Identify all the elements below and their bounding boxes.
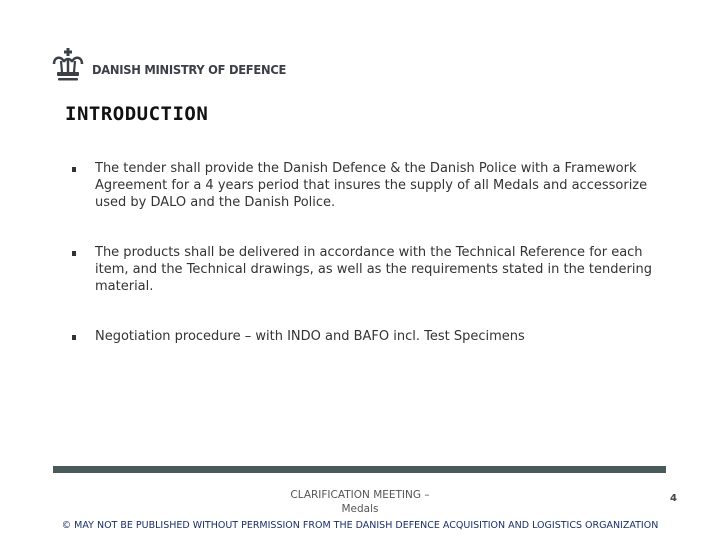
copyright-notice: © MAY NOT BE PUBLISHED WITHOUT PERMISSION FROM THE DANISH DEFENCE ACQUISITION AND LOGISTICS ORGANIZATION (61, 520, 659, 531)
bullet-text: The tender shall provide the Danish Defence & the Danish Police with a Framework Agreement for a 4 years period that insures the supply of all Medals and accessorize used by DALO and the Danish Police. (95, 161, 648, 210)
slide-title: INTRODUCTION (65, 103, 209, 125)
footer-meeting-line2: Medals (341, 503, 379, 515)
footer-rule (53, 466, 666, 473)
bullet-marker-icon (72, 251, 76, 256)
page-number: 4 (670, 493, 677, 504)
ministry-logo (50, 48, 290, 88)
footer-meeting-title (270, 488, 450, 516)
bullet-marker-icon (72, 335, 76, 340)
bullet-marker-icon (72, 167, 76, 172)
crown-icon (50, 48, 88, 86)
logo-text: DANISH MINISTRY OF DEFENCE (92, 62, 287, 77)
bullet-text: The products shall be delivered in accordance with the Technical Reference for each item, and the Technical drawings, as well as the requirements stated in the tendering material. (95, 245, 652, 294)
footer-meeting-line1: CLARIFICATION MEETING – (290, 489, 430, 501)
bullet-text: Negotiation procedure – with INDO and BAFO incl. Test Specimens (95, 329, 525, 344)
